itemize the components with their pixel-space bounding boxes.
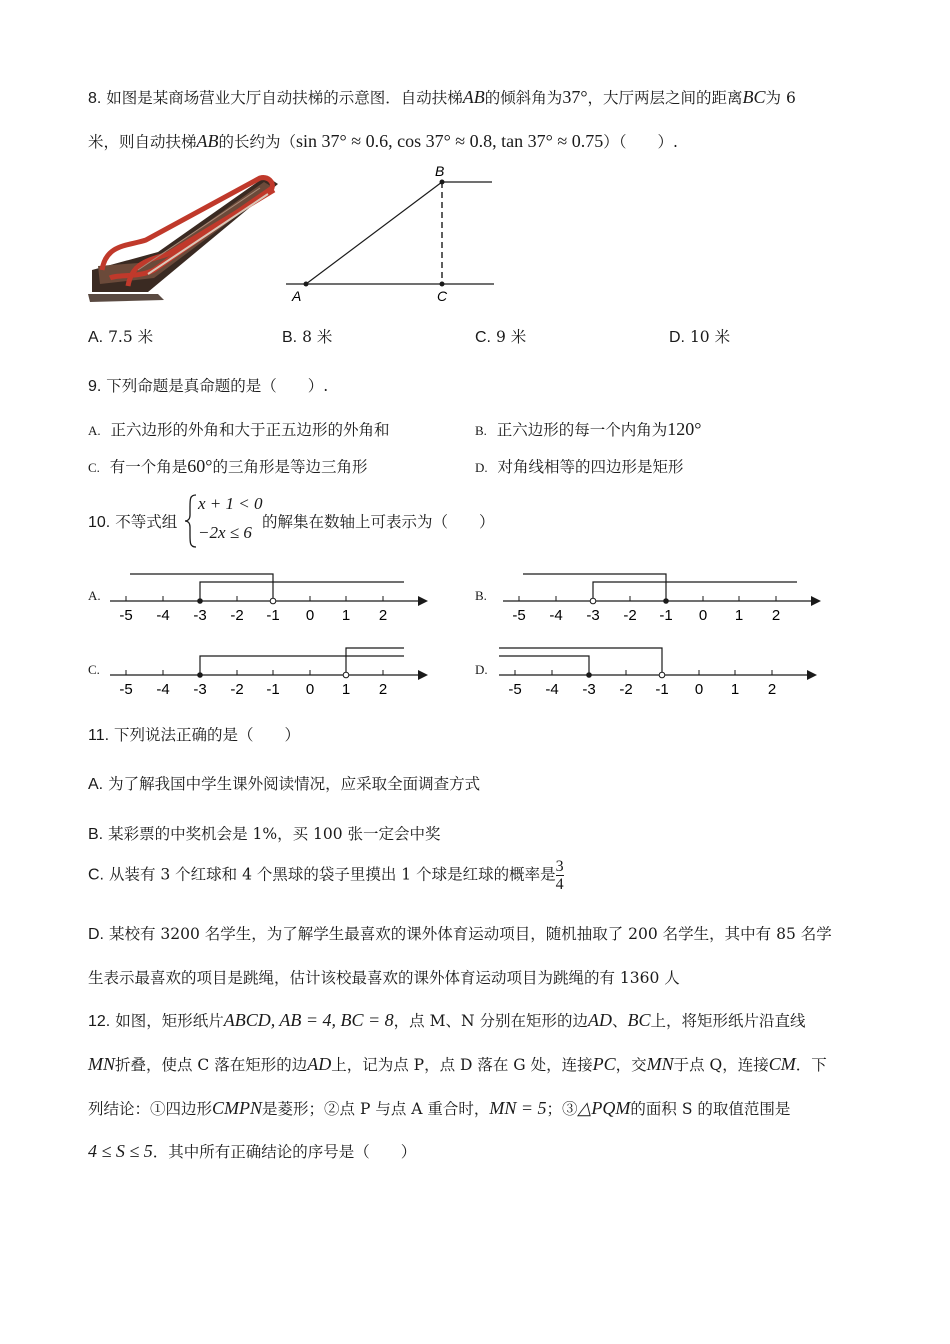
q11-option-d-line-1[interactable] [88,922,832,944]
q10-option-b-letter[interactable]: B. [475,588,487,603]
tick-labels [119,681,387,698]
tick-label: -1 [659,607,673,624]
math-CMPN: CMPN [212,1098,263,1118]
option-text: 某校有 3200 名学生，为了解学生最喜欢的课外体育运动项目，随机抽取了 200 名学生，其中有 85 名学 [108,925,832,943]
tick-label: -5 [508,681,522,698]
tick-label: 2 [771,607,781,624]
tick-label: -1 [655,681,669,698]
tick-label: -3 [193,681,207,698]
tick-label: -2 [230,681,244,698]
tick-marks [126,596,383,601]
text: 上，记为点 P，点 D 落在 G 处，连接 [331,1056,593,1074]
text: ．其中所有正确结论的序号是（ ） [152,1143,417,1161]
tick-label: 0 [694,681,704,698]
stem-text: 下列命题是真命题的是（ ）. [106,377,329,395]
text: 、 [611,1012,628,1030]
text: ，大厅两层之间的距离 [587,89,743,107]
q11-option-c[interactable] [88,858,564,893]
tick-label: 0 [305,681,315,698]
text: 列结论：①四边形 [88,1100,213,1118]
stem-text: 不等式组 [115,513,178,531]
tick-label: -3 [582,681,596,698]
question-number: 12. [88,1013,111,1030]
question-10-stem-b: 的解集在数轴上可表示为（ ） [262,513,495,531]
question-12-line-2 [88,1053,827,1075]
q11-option-a[interactable] [88,772,480,794]
system-brace [184,493,198,549]
option-letter: A. [88,776,104,793]
option-text: 正六边形的每一个内角为 [496,421,668,439]
stem-text: 下列说法正确的是（ ） [114,726,301,744]
q8-option-c[interactable] [475,325,526,347]
question-number: 10. [88,514,111,531]
tick-label: -5 [119,681,133,698]
label-B: B [435,163,445,179]
question-12-line-4 [88,1140,416,1162]
option-text: 有一个角是 [109,458,188,476]
question-number: 11. [88,727,110,744]
question-8-line-2 [88,130,678,152]
label-C: C [437,288,448,304]
denominator: 4 [555,876,564,893]
tick-label: -3 [193,607,207,624]
math-range: 4 ≤ S ≤ 5 [88,1141,153,1161]
option-letter: C. [475,329,491,346]
tick-label: -4 [156,681,170,698]
number-line-option-a[interactable] [104,566,434,628]
q10-option-d-letter[interactable]: D. [475,662,488,677]
right-triangle-diagram [284,160,498,306]
text: 是菱形；②点 P 与点 A 重合时， [262,1100,490,1118]
tick-label: -2 [619,681,633,698]
option-letter: A. [88,329,104,346]
option-letter: D. [475,460,488,475]
option-letter: A. [88,423,101,438]
tick-label: 2 [767,681,777,698]
text: 折叠，使点 C 落在矩形的边 [115,1056,308,1074]
q11-option-d-line-2: 生表示最喜欢的项目是跳绳，估计该校最喜欢的课外体育运动项目为跳绳的有 1360 人 [88,969,680,987]
q9-option-a[interactable] [88,418,390,440]
text: 为 6 [765,89,796,107]
tick-labels [512,607,780,624]
math-rectangle: ABCD, AB = 4, BC = 8 [223,1010,394,1030]
tick-label: 0 [698,607,708,624]
text: ，点 M、N 分别在矩形的边 [393,1012,588,1030]
tick-label: 2 [378,681,388,698]
text: 的倾斜角为 [484,89,563,107]
tick-marks [515,670,772,675]
option-text: 10 米 [689,328,731,346]
q10-option-c-letter[interactable]: C. [88,662,100,677]
question-11-stem [88,723,300,745]
text: ；③ [546,1100,578,1118]
text: 的长约为（ [218,133,297,151]
option-text: 7.5 米 [108,328,154,346]
text: 如图是某商场营业大厅自动扶梯的示意图．自动扶梯 [106,89,463,107]
number-line-option-d[interactable] [493,640,823,702]
number-line-option-b[interactable] [497,566,827,628]
option-letter: C. [88,460,100,475]
question-number: 9. [88,378,102,395]
math-CM: CM [768,1054,796,1074]
tick-label: -4 [545,681,559,698]
option-text: 8 米 [302,328,333,346]
q8-option-b[interactable] [282,325,332,347]
number-line-option-c[interactable] [104,640,434,702]
math-AB: AB [196,131,219,151]
option-text: 正六边形的外角和大于正五边形的外角和 [110,421,390,439]
option-letter: C. [88,866,104,884]
tick-label: -4 [549,607,563,624]
text: 的面积 S 的取值范围是 [630,1100,791,1118]
option-letter: B. [475,423,487,438]
tick-label: 1 [341,681,351,698]
question-12-line-1 [88,1009,806,1031]
math-AD: AD [587,1010,612,1030]
question-8-line-1 [88,86,796,108]
math-AB: AB [462,87,485,107]
math-60: 60° [187,456,213,476]
text: 米，则自动扶梯 [88,133,197,151]
q9-option-d[interactable] [475,455,684,477]
tick-label: -5 [119,607,133,624]
text: ）（ ）. [603,133,678,151]
option-text: 的三角形是等边三角形 [212,458,368,476]
q9-option-b[interactable] [475,418,702,440]
option-letter: B. [282,329,298,346]
q8-option-d[interactable] [669,325,730,347]
tick-label: -5 [512,607,526,624]
tick-label: 1 [730,681,740,698]
question-9-stem [88,374,328,396]
question-12-line-3 [88,1097,790,1119]
tick-label: -2 [623,607,637,624]
text: ．下 [795,1056,827,1074]
q10-option-a-letter[interactable]: A. [88,588,101,603]
option-text: 某彩票的中奖机会是 1%，买 100 张一定会中奖 [108,825,441,843]
math-BC: BC [627,1010,651,1030]
q8-option-a[interactable] [88,325,153,347]
q9-option-c[interactable] [88,455,368,477]
question-number: 8. [88,90,102,107]
option-text: 从装有 3 个红球和 4 个黑球的袋子里摸出 1 个球是红球的概率是 [108,865,556,884]
math-PC: PC [592,1054,616,1074]
tick-label: 0 [305,607,315,624]
math-angle: 37° [562,87,588,107]
escalator-photo [88,174,288,306]
text: 于点 Q，连接 [673,1056,769,1074]
q11-option-b[interactable] [88,822,441,844]
tick-label: 2 [378,607,388,624]
tick-label: -1 [266,681,280,698]
label-A: A [292,288,302,304]
math-AD: AD [307,1054,332,1074]
tick-label: -1 [266,607,280,624]
math-BC: BC [742,87,766,107]
math-MN: MN [88,1054,115,1074]
tick-label: -2 [230,607,244,624]
option-letter: D. [88,926,104,943]
fraction-3-4 [556,858,564,893]
option-letter: D. [669,329,685,346]
tick-label: 1 [341,607,351,624]
math-MN-equals-5: MN = 5 [489,1098,547,1118]
tick-labels [508,681,776,698]
tick-label: -3 [586,607,600,624]
inequality-2: −2x ≤ 6 [198,523,252,542]
numerator: 3 [555,858,564,875]
tick-label: -4 [156,607,170,624]
option-text: 为了解我国中学生课外阅读情况，应采取全面调查方式 [108,775,481,793]
text: ，交 [615,1056,647,1074]
math-triangle-PQM: △PQM [577,1098,631,1118]
math-120: 120° [667,419,702,439]
option-text: 对角线相等的四边形是矩形 [497,458,684,476]
text: 如图，矩形纸片 [115,1012,224,1030]
tick-marks [519,596,776,601]
tick-labels [119,607,387,624]
question-10-stem-a [88,510,177,532]
math-trig-values: sin 37° ≈ 0.6, cos 37° ≈ 0.8, tan 37° ≈ 0.75 [296,131,604,151]
text: 上，将矩形纸片沿直线 [650,1012,806,1030]
option-letter: B. [88,826,104,843]
math-MN: MN [646,1054,674,1074]
inequality-1: x + 1 < 0 [198,494,263,513]
tick-label: 1 [734,607,744,624]
option-text: 9 米 [495,328,527,346]
